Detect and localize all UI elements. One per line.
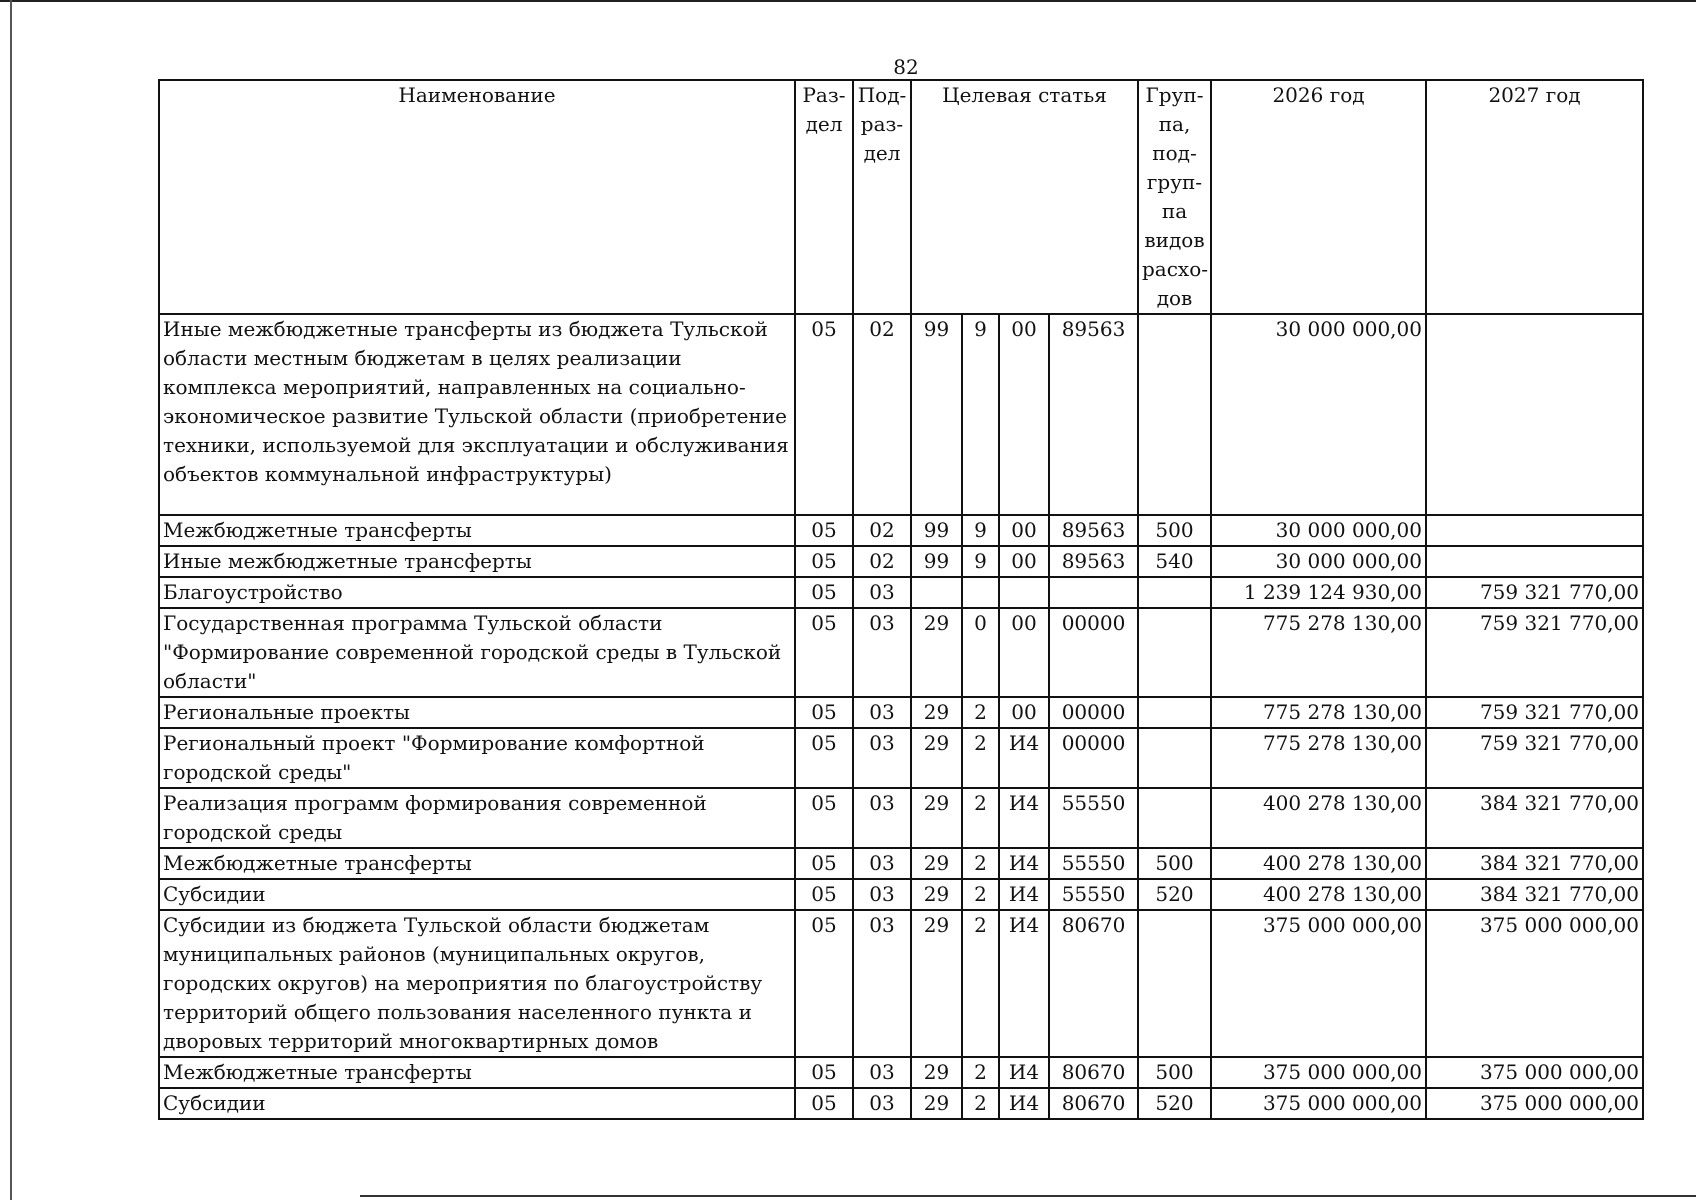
cell-target-direction: 89563	[1049, 515, 1138, 546]
cell-razdel: 05	[795, 1088, 853, 1119]
cell-podrazdel: 03	[853, 1088, 911, 1119]
cell-target-program: 99	[911, 314, 962, 515]
header-year-2027: 2027 год	[1426, 80, 1643, 314]
cell-razdel: 05	[795, 1057, 853, 1088]
scan-edge-bottom	[360, 1195, 1696, 1197]
cell-podrazdel: 03	[853, 788, 911, 848]
cell-name: Государственная программа Тульской области "Формирование современной городской среды в Тульской области"	[159, 608, 795, 697]
cell-amount-2027: 375 000 000,00	[1426, 1088, 1643, 1119]
cell-target-event: И4	[999, 910, 1049, 1057]
cell-podrazdel: 02	[853, 314, 911, 515]
cell-podrazdel: 03	[853, 577, 911, 608]
cell-expense-group: 500	[1138, 515, 1211, 546]
cell-target-event: 00	[999, 546, 1049, 577]
table-row	[159, 577, 1643, 608]
cell-target-event: И4	[999, 1088, 1049, 1119]
cell-target-event: И4	[999, 1057, 1049, 1088]
table-row	[159, 879, 1643, 910]
cell-amount-2027: 384 321 770,00	[1426, 788, 1643, 848]
cell-target-program: 29	[911, 1088, 962, 1119]
cell-target-subprogram: 9	[962, 314, 999, 515]
cell-razdel: 05	[795, 546, 853, 577]
cell-target-subprogram: 0	[962, 608, 999, 697]
cell-name: Региональный проект "Формирование комфортной городской среды"	[159, 728, 795, 788]
cell-expense-group: 500	[1138, 848, 1211, 879]
cell-target-program: 29	[911, 1057, 962, 1088]
cell-name: Межбюджетные трансферты	[159, 1057, 795, 1088]
cell-podrazdel: 02	[853, 546, 911, 577]
cell-target-subprogram: 9	[962, 546, 999, 577]
cell-target-direction: 55550	[1049, 848, 1138, 879]
cell-target-subprogram	[962, 577, 999, 608]
cell-amount-2027	[1426, 314, 1643, 515]
header-name: Наименование	[159, 80, 795, 314]
cell-amount-2026: 375 000 000,00	[1211, 1057, 1426, 1088]
scan-edge-top	[0, 0, 1696, 2]
cell-name: Межбюджетные трансферты	[159, 848, 795, 879]
header-podrazdel: Под- раз- дел	[853, 80, 911, 314]
cell-amount-2026: 30 000 000,00	[1211, 546, 1426, 577]
cell-target-direction: 80670	[1049, 1057, 1138, 1088]
cell-target-event: И4	[999, 728, 1049, 788]
cell-target-program: 99	[911, 515, 962, 546]
cell-target-subprogram: 2	[962, 1057, 999, 1088]
cell-amount-2026: 375 000 000,00	[1211, 1088, 1426, 1119]
cell-expense-group: 540	[1138, 546, 1211, 577]
cell-amount-2027: 759 321 770,00	[1426, 577, 1643, 608]
cell-expense-group: 500	[1138, 1057, 1211, 1088]
cell-target-subprogram: 2	[962, 910, 999, 1057]
cell-target-direction: 80670	[1049, 910, 1138, 1057]
cell-podrazdel: 03	[853, 910, 911, 1057]
cell-name: Субсидии	[159, 1088, 795, 1119]
cell-target-event: И4	[999, 848, 1049, 879]
page-number: 82	[893, 55, 919, 79]
cell-amount-2026: 30 000 000,00	[1211, 515, 1426, 546]
cell-amount-2026: 1 239 124 930,00	[1211, 577, 1426, 608]
header-razdel: Раз- дел	[795, 80, 853, 314]
cell-expense-group	[1138, 608, 1211, 697]
cell-target-program: 29	[911, 788, 962, 848]
table-row	[159, 788, 1643, 848]
table-row	[159, 546, 1643, 577]
cell-expense-group: 520	[1138, 1088, 1211, 1119]
cell-amount-2027: 759 321 770,00	[1426, 728, 1643, 788]
cell-razdel: 05	[795, 577, 853, 608]
cell-amount-2026: 400 278 130,00	[1211, 848, 1426, 879]
cell-razdel: 05	[795, 314, 853, 515]
cell-amount-2026: 400 278 130,00	[1211, 879, 1426, 910]
cell-razdel: 05	[795, 848, 853, 879]
cell-expense-group	[1138, 577, 1211, 608]
cell-target-event: 00	[999, 314, 1049, 515]
cell-target-subprogram: 2	[962, 1088, 999, 1119]
table-row	[159, 1057, 1643, 1088]
cell-podrazdel: 03	[853, 608, 911, 697]
cell-target-program: 29	[911, 608, 962, 697]
table-row	[159, 910, 1643, 1057]
cell-target-program: 29	[911, 697, 962, 728]
cell-target-event: 00	[999, 515, 1049, 546]
cell-target-direction: 80670	[1049, 1088, 1138, 1119]
cell-name: Субсидии из бюджета Тульской области бюджетам муниципальных районов (муниципальных округов, городских округов) на мероприятия по благоустройству территорий общего пользования населенного пункта и дворовых территорий многоквартирных домов	[159, 910, 795, 1057]
cell-target-subprogram: 2	[962, 728, 999, 788]
cell-target-program: 29	[911, 848, 962, 879]
cell-amount-2026: 775 278 130,00	[1211, 728, 1426, 788]
cell-expense-group	[1138, 788, 1211, 848]
table-row	[159, 314, 1643, 515]
cell-podrazdel: 03	[853, 848, 911, 879]
table-row	[159, 515, 1643, 546]
table-row	[159, 728, 1643, 788]
table-row	[159, 1088, 1643, 1119]
cell-amount-2027: 375 000 000,00	[1426, 910, 1643, 1057]
cell-expense-group	[1138, 910, 1211, 1057]
header-year-2026: 2026 год	[1211, 80, 1426, 314]
scan-edge-left	[10, 0, 12, 1200]
cell-razdel: 05	[795, 728, 853, 788]
cell-amount-2027: 375 000 000,00	[1426, 1057, 1643, 1088]
cell-expense-group	[1138, 728, 1211, 788]
cell-target-subprogram: 2	[962, 848, 999, 879]
cell-expense-group: 520	[1138, 879, 1211, 910]
cell-razdel: 05	[795, 697, 853, 728]
cell-name: Региональные проекты	[159, 697, 795, 728]
cell-podrazdel: 02	[853, 515, 911, 546]
cell-target-subprogram: 2	[962, 788, 999, 848]
cell-amount-2026: 375 000 000,00	[1211, 910, 1426, 1057]
cell-amount-2027	[1426, 515, 1643, 546]
cell-target-program: 29	[911, 910, 962, 1057]
cell-name: Межбюджетные трансферты	[159, 515, 795, 546]
cell-name: Иные межбюджетные трансферты	[159, 546, 795, 577]
cell-target-direction	[1049, 577, 1138, 608]
cell-amount-2027	[1426, 546, 1643, 577]
table-row	[159, 848, 1643, 879]
cell-razdel: 05	[795, 788, 853, 848]
cell-podrazdel: 03	[853, 1057, 911, 1088]
header-expense-group: Груп- па, под- груп- па видов расхо- дов	[1138, 80, 1211, 314]
cell-amount-2026: 30 000 000,00	[1211, 314, 1426, 515]
cell-name: Благоустройство	[159, 577, 795, 608]
cell-expense-group	[1138, 697, 1211, 728]
cell-name: Субсидии	[159, 879, 795, 910]
cell-target-event: И4	[999, 788, 1049, 848]
cell-target-event: 00	[999, 697, 1049, 728]
cell-target-direction: 89563	[1049, 546, 1138, 577]
cell-razdel: 05	[795, 879, 853, 910]
cell-target-direction: 00000	[1049, 608, 1138, 697]
cell-target-program: 29	[911, 879, 962, 910]
cell-target-event: 00	[999, 608, 1049, 697]
cell-amount-2027: 759 321 770,00	[1426, 608, 1643, 697]
table-row	[159, 697, 1643, 728]
cell-razdel: 05	[795, 608, 853, 697]
cell-razdel: 05	[795, 910, 853, 1057]
cell-target-direction: 00000	[1049, 697, 1138, 728]
table-header-row	[159, 80, 1643, 314]
cell-expense-group	[1138, 314, 1211, 515]
cell-name: Иные межбюджетные трансферты из бюджета Тульской области местным бюджетам в целях реализации комплекса мероприятий, направленных на социально-экономическое развитие Тульской области (приобретение техники, используемой для эксплуатации и обслуживания объектов коммунальной инфраструктуры)	[159, 314, 795, 515]
cell-target-program: 29	[911, 728, 962, 788]
cell-target-subprogram: 9	[962, 515, 999, 546]
cell-target-program: 99	[911, 546, 962, 577]
cell-target-subprogram: 2	[962, 697, 999, 728]
cell-name: Реализация программ формирования современной городской среды	[159, 788, 795, 848]
cell-target-event: И4	[999, 879, 1049, 910]
cell-podrazdel: 03	[853, 728, 911, 788]
cell-amount-2026: 400 278 130,00	[1211, 788, 1426, 848]
cell-target-direction: 89563	[1049, 314, 1138, 515]
header-target-article: Целевая статья	[911, 80, 1138, 314]
cell-podrazdel: 03	[853, 879, 911, 910]
budget-table	[158, 79, 1644, 1120]
cell-amount-2027: 384 321 770,00	[1426, 879, 1643, 910]
cell-target-event	[999, 577, 1049, 608]
cell-target-program	[911, 577, 962, 608]
cell-amount-2027: 384 321 770,00	[1426, 848, 1643, 879]
cell-target-direction: 55550	[1049, 788, 1138, 848]
cell-amount-2026: 775 278 130,00	[1211, 697, 1426, 728]
table-row	[159, 608, 1643, 697]
cell-target-direction: 55550	[1049, 879, 1138, 910]
cell-razdel: 05	[795, 515, 853, 546]
cell-podrazdel: 03	[853, 697, 911, 728]
cell-amount-2026: 775 278 130,00	[1211, 608, 1426, 697]
cell-target-direction: 00000	[1049, 728, 1138, 788]
cell-amount-2027: 759 321 770,00	[1426, 697, 1643, 728]
cell-target-subprogram: 2	[962, 879, 999, 910]
